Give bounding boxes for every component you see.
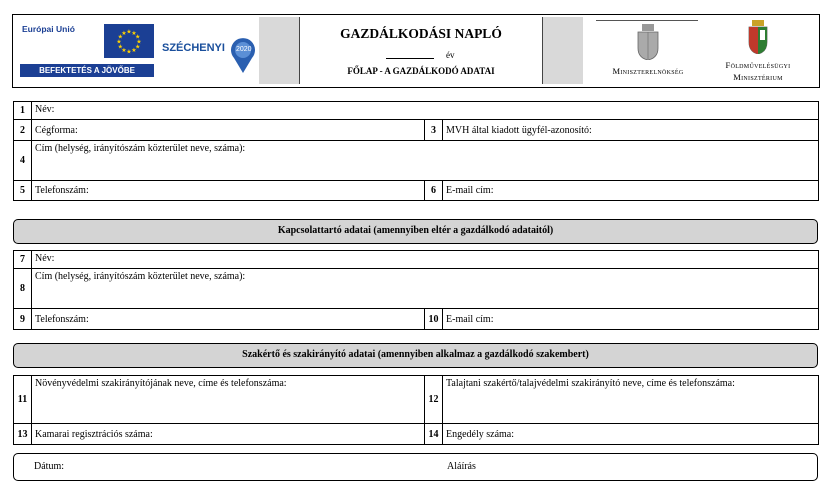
field-label: Engedély száma: [446, 428, 515, 440]
szechenyi-year: 2020 [236, 46, 252, 53]
signature-label[interactable]: Aláírás [447, 461, 476, 472]
contact-name-field[interactable] [32, 251, 819, 269]
farmer-data-table [13, 101, 819, 201]
eu-star-icon: ★ [117, 44, 124, 51]
eu-star-icon: ★ [134, 34, 141, 41]
eu-star-icon: ★ [121, 30, 127, 37]
field-label: Telefonszám: [35, 313, 89, 325]
year-label: év [446, 50, 455, 60]
coat-of-arms-icon [637, 24, 659, 60]
field-label: Talajtani szakértő/talajvédelmi szakirányító neve, címe és telefonszáma: [446, 378, 735, 389]
client-id-field[interactable] [443, 120, 819, 141]
contact-data-table [13, 250, 819, 330]
year-blank-line [386, 58, 434, 59]
eu-star-icon: ★ [117, 34, 124, 41]
row-number: 14 [425, 424, 443, 445]
row-number: 10 [425, 309, 443, 330]
eu-label: Európai Unió [22, 24, 75, 34]
contact-email-field[interactable] [443, 309, 819, 330]
eu-star-icon: ★ [136, 39, 142, 46]
field-label: Név: [35, 253, 55, 264]
contact-section-bar: Kapcsolattartó adatai (amennyiben eltér a gazdálkodó adataitól) [13, 219, 818, 244]
row-number: 3 [425, 120, 443, 141]
row-number: 5 [14, 181, 32, 201]
row-number: 7 [14, 251, 32, 269]
row-number: 12 [425, 376, 443, 424]
expert-data-table [13, 375, 819, 445]
page-title: GAZDÁLKODÁSI NAPLÓ [340, 26, 502, 41]
plant-protection-expert-field[interactable] [32, 376, 425, 424]
company-form-field[interactable] [32, 120, 425, 141]
invest-banner: BEFEKTETÉS A JÖVŐBE [20, 64, 154, 77]
expert-section-bar: Szakértő és szakirányító adatai (amennyiben alkalmaz a gazdálkodó szakembert) [13, 343, 818, 368]
eu-star-icon: ★ [131, 48, 137, 55]
name-field[interactable] [32, 102, 819, 120]
row-number: 8 [14, 269, 32, 309]
eu-star-icon: ★ [121, 48, 127, 55]
field-label: E-mail cím: [446, 313, 494, 325]
eu-star-icon: ★ [126, 29, 132, 36]
ministry-2-name-line1: Földművelésügyi [725, 60, 791, 70]
row-number: 4 [14, 141, 32, 181]
field-label: Telefonszám: [35, 185, 89, 196]
row-number: 2 [14, 120, 32, 141]
row-number: 6 [425, 181, 443, 201]
chamber-registration-field[interactable] [32, 424, 425, 445]
ministry-2-name-line2: Minisztérium [733, 72, 783, 82]
field-label: Cégforma: [35, 124, 78, 136]
row-number: 11 [14, 376, 32, 424]
soil-expert-field[interactable] [443, 376, 819, 424]
row-number: 1 [14, 102, 32, 120]
eu-star-icon: ★ [131, 30, 137, 37]
szechenyi-pin-icon [230, 38, 256, 74]
email-field[interactable] [443, 181, 819, 201]
szechenyi-label: SZÉCHENYI [162, 42, 225, 54]
field-label: MVH által kiadott ügyfél-azonosító: [446, 124, 592, 136]
eu-star-icon: ★ [126, 49, 132, 56]
ministry-divider [596, 20, 698, 21]
eu-flag-icon [104, 24, 154, 58]
date-label[interactable]: Dátum: [34, 461, 64, 472]
signature-box [13, 453, 818, 481]
row-number: 9 [14, 309, 32, 330]
phone-field[interactable] [32, 181, 425, 201]
contact-address-field[interactable] [32, 269, 819, 309]
field-label: E-mail cím: [446, 185, 494, 196]
coat-of-arms-color-icon [748, 20, 768, 54]
field-label: Cím (helység, irányítószám közterület neve, száma): [35, 271, 246, 282]
field-label: Név: [35, 104, 55, 115]
address-field[interactable] [32, 141, 819, 181]
eu-star-icon: ★ [116, 39, 122, 46]
license-number-field[interactable] [443, 424, 819, 445]
eu-star-icon: ★ [134, 44, 141, 51]
field-label: Növényvédelmi szakirányítójának neve, címe és telefonszáma: [35, 378, 287, 389]
ministry-1-name: Miniszterelnökség [612, 66, 684, 76]
field-label: Kamarai regisztrációs száma: [35, 428, 153, 440]
page-subtitle: FŐLAP - A GAZDÁLKODÓ ADATAI [347, 66, 495, 76]
contact-phone-field[interactable] [32, 309, 425, 330]
row-number: 13 [14, 424, 32, 445]
field-label: Cím (helység, irányítószám közterület neve, száma): [35, 143, 246, 154]
